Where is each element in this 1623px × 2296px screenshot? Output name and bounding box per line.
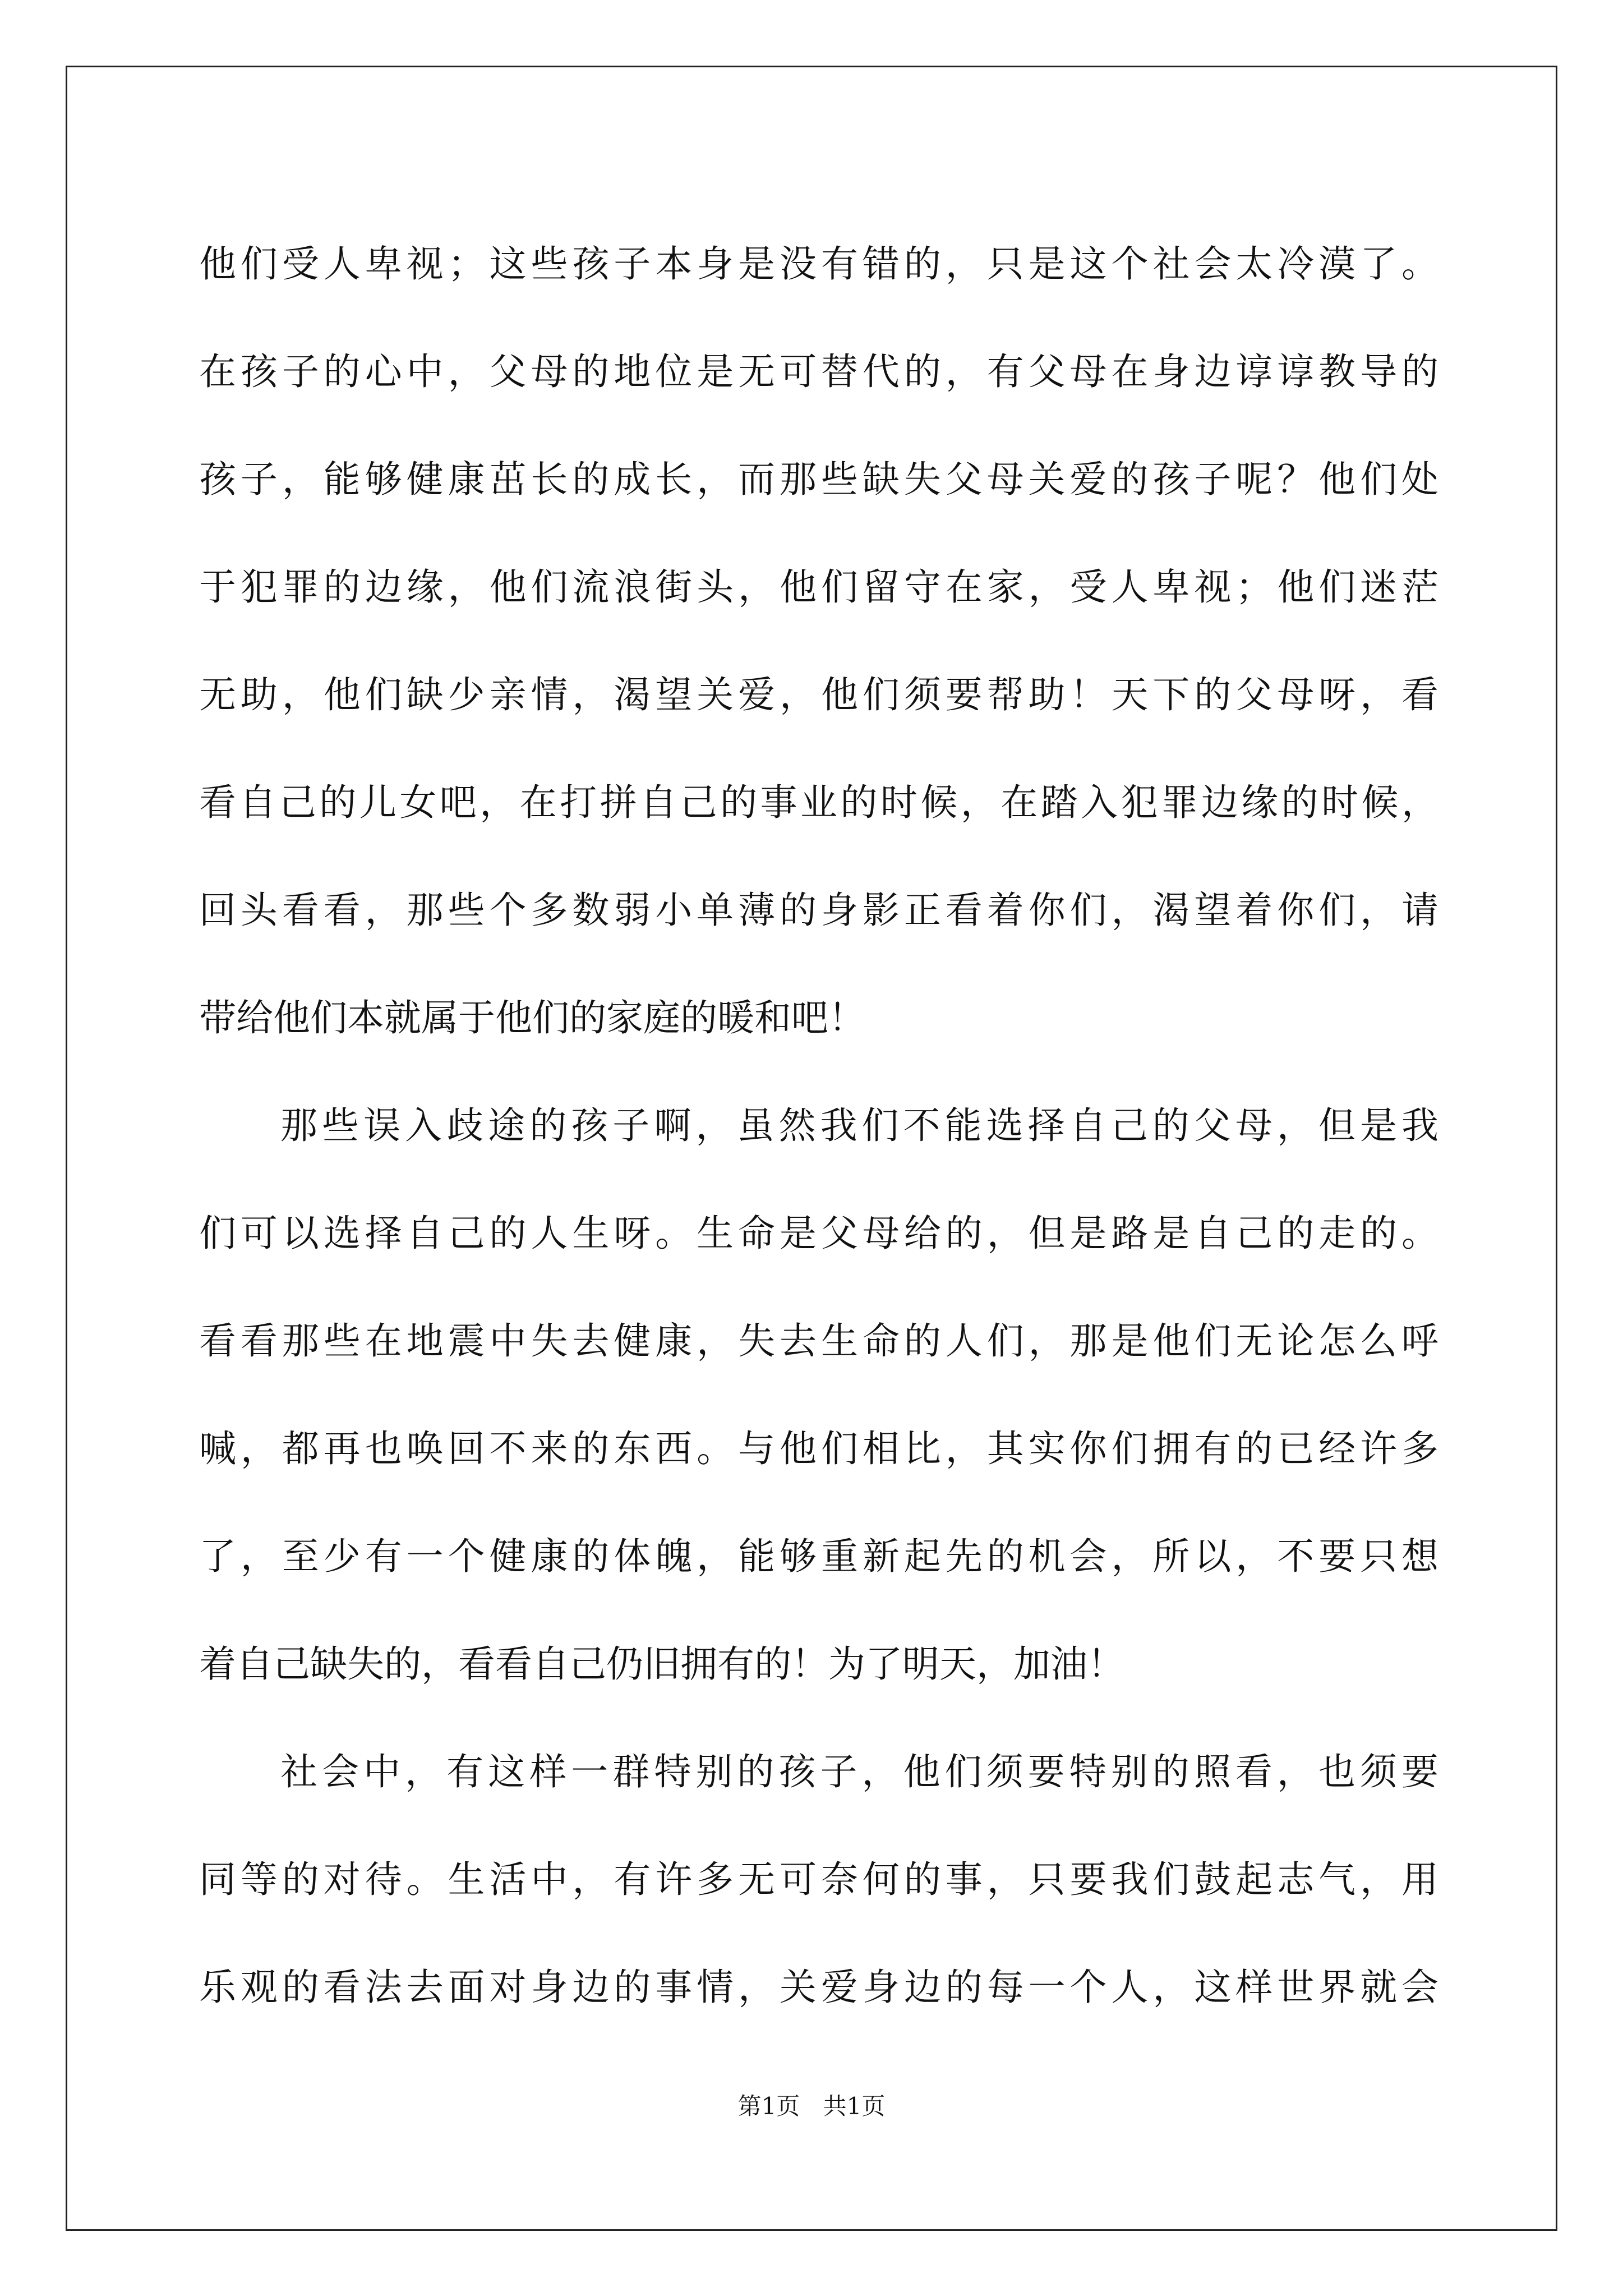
text-line: 着自己缺失的，看看自己仍旧拥有的！为了明天，加油！ bbox=[199, 1642, 1124, 1686]
page-total: 共1页 bbox=[823, 2092, 886, 2120]
text-line: 那些误入歧途的孩子啊，虽然我们不能选择自己的父母，但是我 bbox=[280, 1104, 1438, 1147]
text-line: 带给他们本就属于他们的家庭的暖和吧！ bbox=[199, 996, 865, 1039]
text-line: 孩子，能够健康茁长的成长，而那些缺失父母关爱的孩子呢？他们处 bbox=[199, 458, 1438, 501]
text-line: 们可以选择自己的人生呀。生命是父母给的，但是路是自己的走的。 bbox=[199, 1212, 1438, 1255]
text-line: 了，至少有一个健康的体魄，能够重新起先的机会，所以，不要只想 bbox=[199, 1535, 1438, 1578]
text-line: 他们受人卑视；这些孩子本身是没有错的，只是这个社会太冷漠了。 bbox=[199, 242, 1438, 286]
text-line: 于犯罪的边缘，他们流浪街头，他们留守在家，受人卑视；他们迷茫 bbox=[199, 565, 1438, 609]
page-number: 第1页 bbox=[737, 2092, 800, 2120]
document-body bbox=[199, 210, 1438, 2041]
text-line: 无助，他们缺少亲情，渴望关爱，他们须要帮助！天下的父母呀，看 bbox=[199, 673, 1438, 716]
text-line: 看看那些在地震中失去健康，失去生命的人们，那是他们无论怎么呼 bbox=[199, 1319, 1438, 1363]
page-footer bbox=[0, 2090, 1623, 2123]
text-line: 在孩子的心中，父母的地位是无可替代的，有父母在身边谆谆教导的 bbox=[199, 350, 1438, 393]
text-line: 社会中，有这样一群特别的孩子，他们须要特别的照看，也须要 bbox=[280, 1750, 1438, 1793]
text-line: 回头看看，那些个多数弱小单薄的身影正看着你们，渴望着你们，请 bbox=[199, 889, 1438, 932]
text-line: 乐观的看法去面对身边的事情，关爱身边的每一个人，这样世界就会 bbox=[199, 1966, 1438, 2009]
text-line: 喊，都再也唤回不来的东西。与他们相比，其实你们拥有的已经许多 bbox=[199, 1427, 1438, 1470]
text-line: 看自己的儿女吧，在打拼自己的事业的时候，在踏入犯罪边缘的时候， bbox=[199, 781, 1438, 824]
text-line: 同等的对待。生活中，有许多无可奈何的事，只要我们鼓起志气，用 bbox=[199, 1858, 1438, 1901]
